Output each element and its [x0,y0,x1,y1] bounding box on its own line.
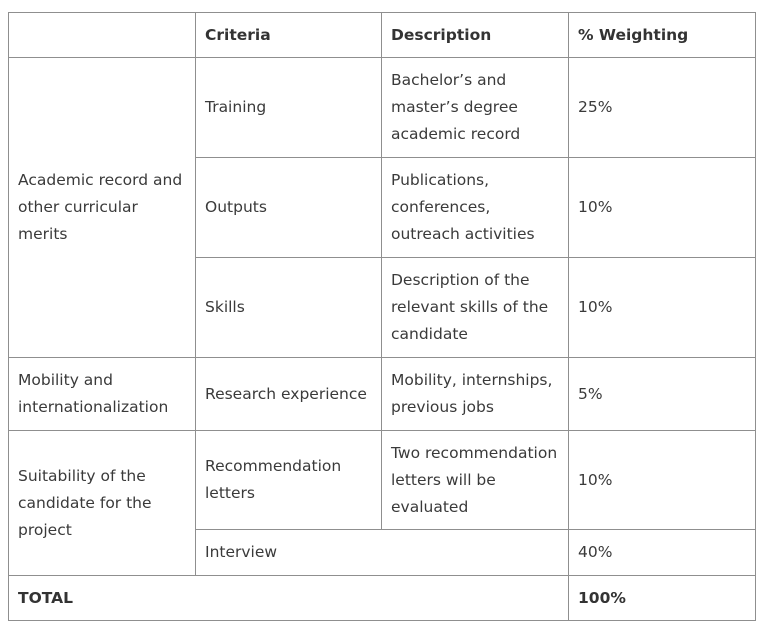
criteria-training: Training [196,58,382,158]
description-recommendation: Two recommendation letters will be evaluated [382,431,569,530]
description-outputs: Publications, conferences, outreach activities [382,158,569,258]
total-row [9,576,756,621]
criteria-recommendation: Recommendation letters [196,431,382,530]
table-row [9,358,756,431]
weighting-research: 5% [569,358,756,431]
header-empty-cell [9,13,196,58]
weighting-outputs: 10% [569,158,756,258]
header-description: Description [382,13,569,58]
total-label: TOTAL [9,576,569,621]
table-row [9,431,756,530]
description-skills: Description of the relevant skills of the candidate [382,258,569,358]
total-value: 100% [569,576,756,621]
header-row [9,13,756,58]
group-academic: Academic record and other curricular merits [9,58,196,358]
header-weighting: % Weighting [569,13,756,58]
criteria-outputs: Outputs [196,158,382,258]
weighting-skills: 10% [569,258,756,358]
weighting-training: 25% [569,58,756,158]
table-row [9,58,756,158]
criteria-research: Research experience [196,358,382,431]
description-research: Mobility, internships, previous jobs [382,358,569,431]
description-training: Bachelor’s and master’s degree academic record [382,58,569,158]
weighting-table [8,12,756,621]
header-criteria: Criteria [196,13,382,58]
criteria-skills: Skills [196,258,382,358]
criteria-interview: Interview [196,530,569,576]
group-mobility: Mobility and internationalization [9,358,196,431]
weighting-recommendation: 10% [569,431,756,530]
group-suitability: Suitability of the candidate for the project [9,431,196,576]
weighting-interview: 40% [569,530,756,576]
